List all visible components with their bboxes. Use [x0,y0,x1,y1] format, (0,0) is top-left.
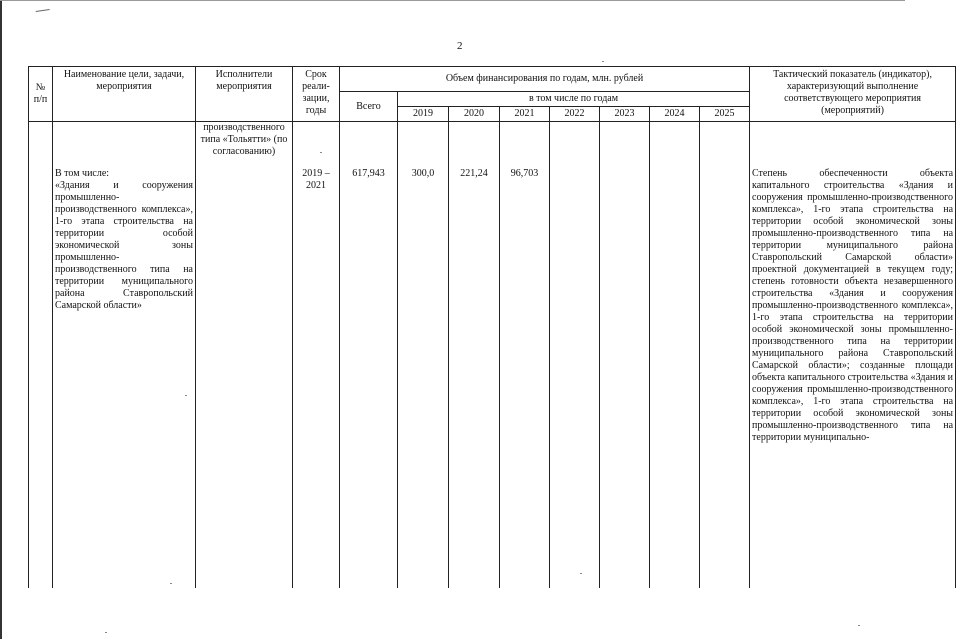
scan-top-rule [0,0,905,3]
header-year-2024: 2024 [650,107,700,122]
program-table [28,66,954,639]
event-2023 [600,168,650,588]
table-row [29,168,956,588]
event-2024 [650,168,700,588]
scan-mark [36,9,51,16]
header-year-2019: 2019 [398,107,449,122]
header-num: № п/п [29,67,53,122]
event-name-cell [53,168,196,588]
header-funding: Объем финансирования по годам, млн. рублей [340,67,750,92]
header-total: Всего [340,92,398,122]
event-indicator: Степень обеспеченности объекта капитального строительства «Здания и сооружения промышленно-производственного комплекса», 1-го этапа строительства на территории особой экономической зоны промышленно-производственного типа на территории муниципального района Ставропольский Самарской области» проектной документацией в текущем году; степень готовности объекта незавершенного строительства «Здания и сооружения промышленно-производственного комплекса», 1-го этапа строительства на территории особой экономической зоны промышленно-производственного типа на территории муниципального района Ставропольский Самарской области»; созданные площади объекта капитального строительства «Здания и сооружения промышленно-производственного комплекса», 1-го этапа строительства на территории особой экономической зоны промышленно-производственного типа на территории муниципально- [750,168,956,588]
table-row-continuation [29,122,956,169]
scan-speck [320,152,322,153]
executor-continuation: производственного типа «Тольятти» (по согласованию) [196,122,293,169]
scan-speck [858,625,860,626]
plan-table [28,66,956,588]
scan-speck [170,583,172,584]
event-2022 [550,168,600,588]
event-2021: 96,703 [500,168,550,588]
header-year-2023: 2023 [600,107,650,122]
scan-speck [185,395,187,396]
header-incl-years: в том числе по годам [398,92,750,107]
header-year-2025: 2025 [700,107,750,122]
header-year-2022: 2022 [550,107,600,122]
header-indicator: Тактический показатель (индикатор), характеризующий выполнение соответствующего мероприятия (мероприятий) [750,67,956,122]
scan-speck [580,573,582,574]
event-total: 617,943 [340,168,398,588]
scan-speck [602,61,604,62]
scan-speck [105,632,107,633]
scan-left-edge [0,0,2,639]
event-2025 [700,168,750,588]
event-2020: 221,24 [449,168,500,588]
event-intro: В том числе: [55,168,110,179]
header-name: Наименование цели, задачи, мероприятия [53,67,196,122]
event-2019: 300,0 [398,168,449,588]
page-number: 2 [457,40,463,52]
header-executors: Исполнители мероприятия [196,67,293,122]
header-year-2021: 2021 [500,107,550,122]
header-term: Срок реали-зации, годы [293,67,340,122]
header-year-2020: 2020 [449,107,500,122]
event-name: «Здания и сооружения промышленно-производственного комплекса», 1-го этапа строительства на территории особой экономической зоны промышленно-производственного типа на территории муниципального района Ставропольский Самарской области» [55,180,193,311]
event-term: 2019 – 2021 [293,168,340,588]
